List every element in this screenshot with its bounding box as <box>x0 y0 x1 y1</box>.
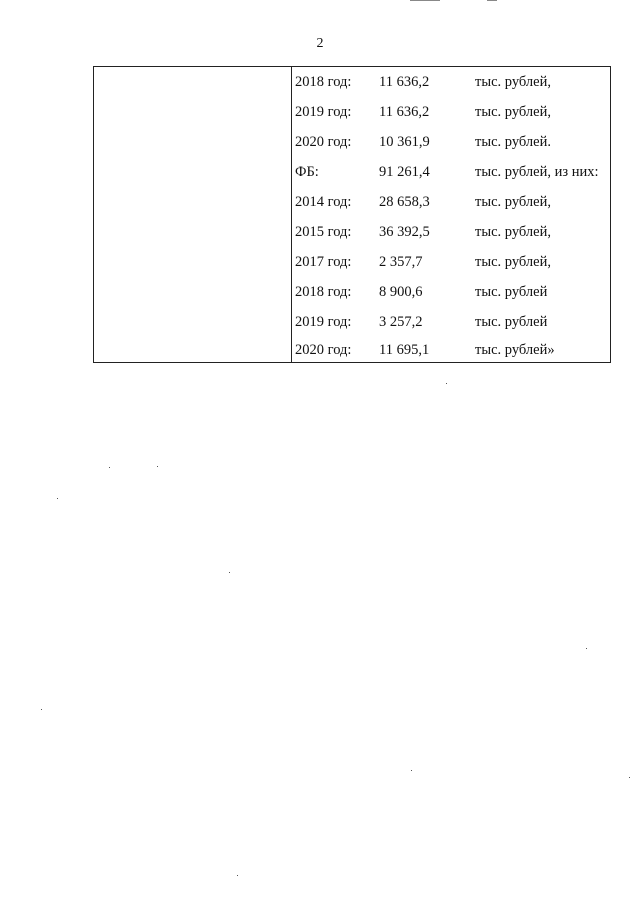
row-unit: тыс. рублей <box>475 314 548 330</box>
row-value: 11 695,1 <box>379 342 430 358</box>
scan-edge-mark <box>487 0 497 1</box>
row-value: 11 636,2 <box>379 74 430 90</box>
table-row <box>291 127 610 157</box>
row-value: 11 636,2 <box>379 104 430 120</box>
row-year: 2018 год: <box>295 284 352 300</box>
row-unit: тыс. рублей, <box>475 74 551 90</box>
funding-table <box>93 66 611 363</box>
row-year: 2019 год: <box>295 314 352 330</box>
row-value: 10 361,9 <box>379 134 430 150</box>
table-row <box>291 307 610 337</box>
scan-speck <box>109 467 110 468</box>
row-unit: тыс. рублей, <box>475 254 551 270</box>
table-row <box>291 335 610 365</box>
table-row <box>291 187 610 217</box>
table-row <box>291 247 610 277</box>
row-value: 3 257,2 <box>379 314 423 330</box>
table-row <box>291 217 610 247</box>
row-year: 2019 год: <box>295 104 352 120</box>
row-value: 8 900,6 <box>379 284 423 300</box>
row-year: 2020 год: <box>295 134 352 150</box>
table-left-cell <box>94 67 292 362</box>
row-year: 2014 год: <box>295 194 352 210</box>
row-year: ФБ: <box>295 164 319 180</box>
row-year: 2020 год: <box>295 342 352 358</box>
table-row <box>291 67 610 97</box>
table-row <box>291 157 610 187</box>
scan-speck <box>41 709 42 710</box>
table-row <box>291 97 610 127</box>
row-unit: тыс. рублей» <box>475 342 555 358</box>
row-unit: тыс. рублей. <box>475 134 551 150</box>
row-unit: тыс. рублей, <box>475 194 551 210</box>
scan-speck <box>629 777 630 778</box>
scan-speck <box>157 466 158 467</box>
row-year: 2015 год: <box>295 224 352 240</box>
row-unit: тыс. рублей <box>475 284 548 300</box>
scan-edge-mark <box>410 0 440 1</box>
row-unit: тыс. рублей, из них: <box>475 164 599 180</box>
scan-speck <box>57 498 58 499</box>
row-value: 36 392,5 <box>379 224 430 240</box>
row-unit: тыс. рублей, <box>475 224 551 240</box>
table-rows <box>291 67 610 362</box>
row-value: 28 658,3 <box>379 194 430 210</box>
row-unit: тыс. рублей, <box>475 104 551 120</box>
row-value: 2 357,7 <box>379 254 423 270</box>
scan-speck <box>237 875 238 876</box>
scan-speck <box>586 648 587 649</box>
row-year: 2018 год: <box>295 74 352 90</box>
page-number: 2 <box>316 36 324 51</box>
scan-speck <box>411 770 412 771</box>
row-value: 91 261,4 <box>379 164 430 180</box>
scan-speck <box>229 572 230 573</box>
table-row <box>291 277 610 307</box>
row-year: 2017 год: <box>295 254 352 270</box>
scan-speck <box>446 383 447 384</box>
